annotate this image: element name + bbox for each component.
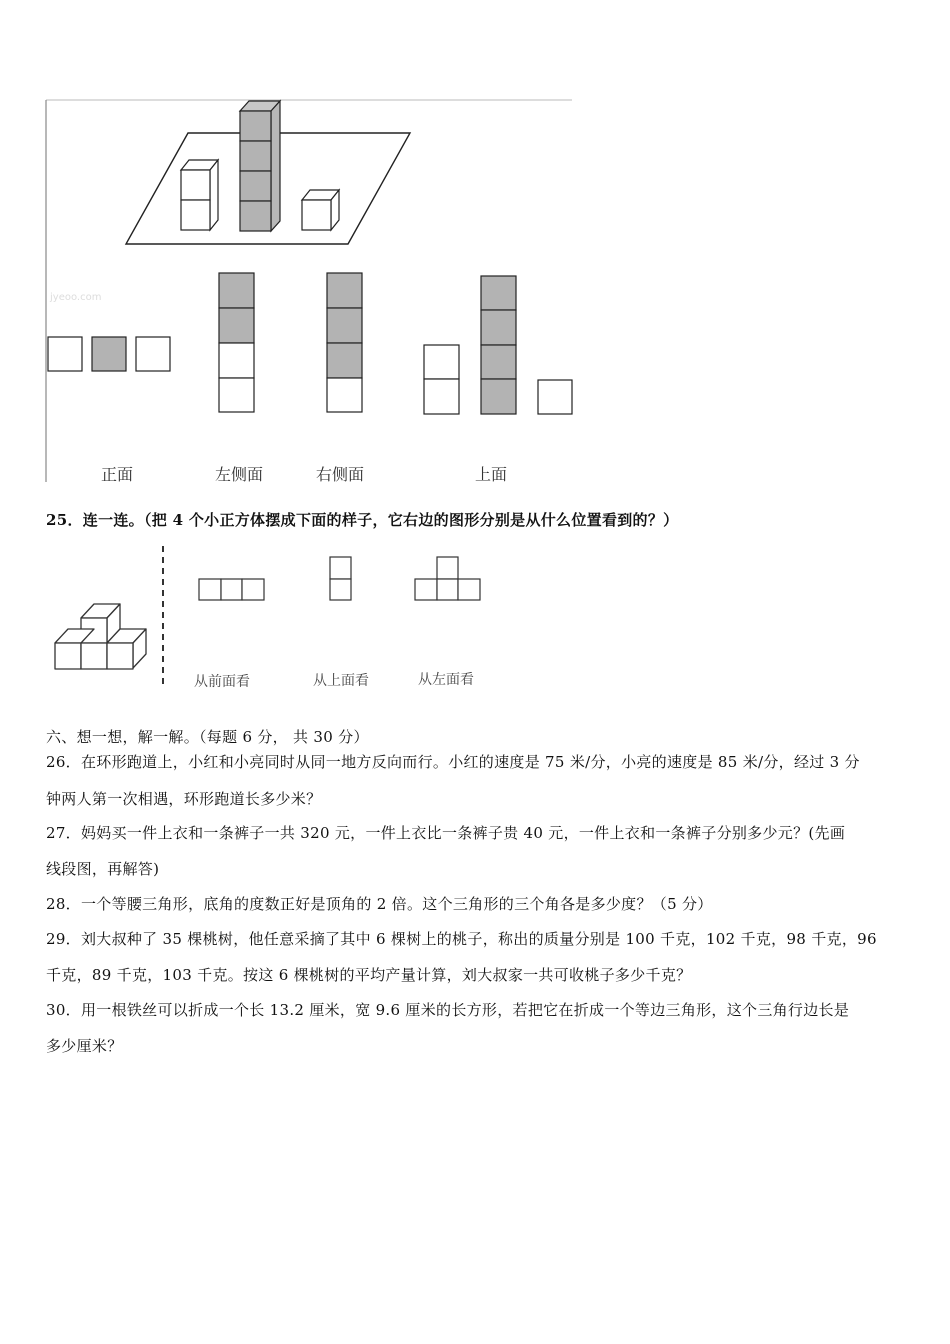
question-27-line2: 线段图，再解答) [46,860,160,878]
label-left-view: 左侧面 [215,465,264,484]
label-front-view: 正面 [101,465,134,484]
question-30-line1: 30．用一根铁丝可以折成一个长 13.2 厘米，宽 9.6 厘米的长方形，若把它在折成一个等边三角形，这个三角行边长是 [46,1001,850,1019]
section-six-heading: 六、想一想，解一解。（每题 6 分， 共 30 分） [46,728,369,746]
question-27-line1: 27．妈妈买一件上衣和一条裤子一共 320 元，一件上衣比一条裤子贵 40 元，一件上衣和一条裤子分别多少元？(先画 [46,824,846,842]
question-25: 25．连一连。（把 4 个小正方体摆成下面的样子，它右边的图形分别是从什么位置看到的？） [46,511,679,529]
q25-cube-solid [55,604,146,669]
question-26-line1: 26．在环形跑道上，小红和小亮同时从同一地方反向而行。小红的速度是 75 米/分，小亮的速度是 85 米/分，经过 3 分 [46,753,860,771]
question-29-line2: 千克，89 千克，103 千克。按这 6 棵桃树的平均产量计算，刘大叔家一共可收桃子多少千克？ [46,966,692,984]
q25-label-left: 从左面看 [418,672,474,688]
q25-top-view-shape [330,557,351,600]
watermark: jyeoo.com [50,292,102,303]
question-29-line1: 29．刘大叔种了 35 棵桃树，他任意采摘了其中 6 棵树上的桃子，称出的质量分别是 100 千克，102 千克，98 千克，96 [46,930,877,948]
q25-left-view-shape [415,557,480,600]
q25-label-top: 从上面看 [313,673,369,689]
label-top-view: 上面 [475,465,508,484]
q25-front-view-shape [199,579,264,600]
q25-label-front: 从前面看 [194,674,250,690]
question-30-line2: 多少厘米？ [46,1037,123,1055]
label-right-view: 右侧面 [316,465,365,484]
question-28: 28．一个等腰三角形，底角的度数正好是顶角的 2 倍。这个三角形的三个角各是多少度？（5 分） [46,895,713,913]
question-26-line2: 钟两人第一次相遇，环形跑道长多少米？ [46,790,322,808]
